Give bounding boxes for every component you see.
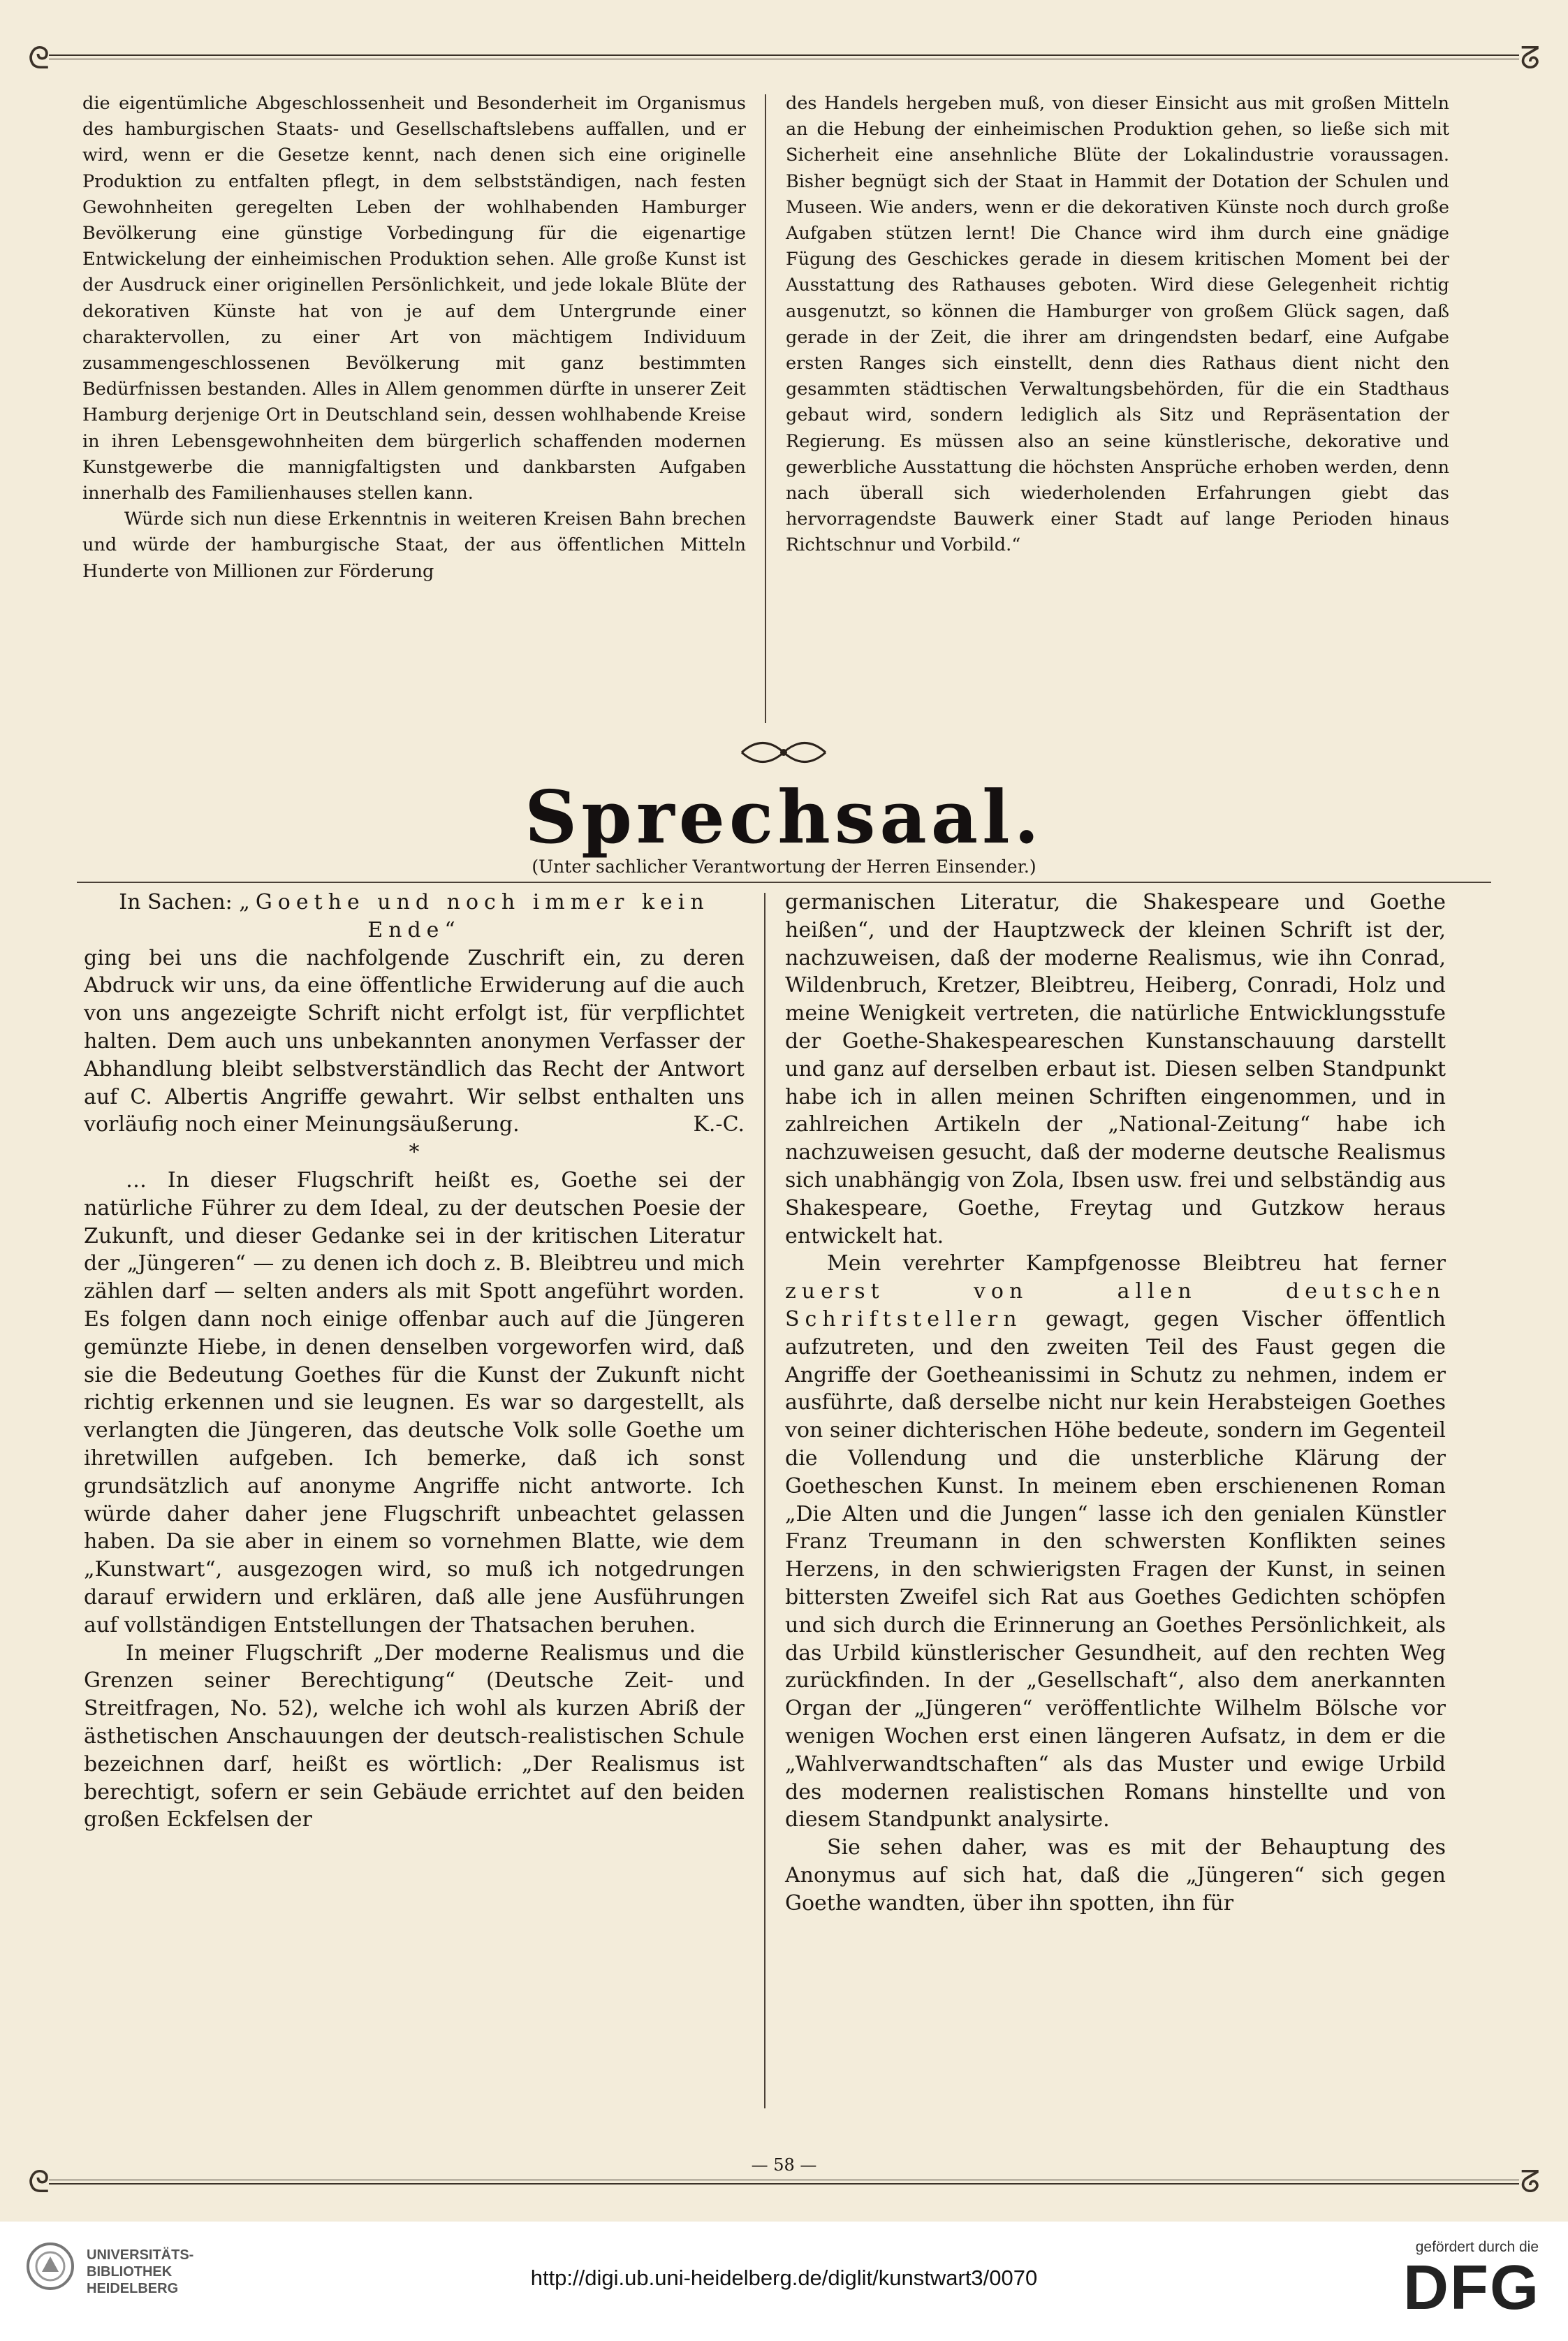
upper-left-paragraph-2: Würde sich nun diese Erkenntnis in weiteren Kreisen Bahn brechen und würde der hamburgische Staat, der aus öffentlichen Mitteln Hunderte von Millionen zur Förderung (82, 509, 746, 582)
section-ornament (735, 738, 833, 766)
source-url-link[interactable]: http://digi.ub.uni-heidelberg.de/diglit/kunstwart3/0070 (530, 2266, 1038, 2290)
para2-rest: gewagt, gegen Vischer öffentlich aufzutreten, und den zweiten Teil des Faust gegen die Angriffe der Goetheanissimi in Schutz zu nehmen, indem er ausführte, daß derselbe nicht nur kein Herabsteigen Goethes von seiner dichterischen Höhe bedeute, sondern im Gegenteil die Vollendung und die unsterbliche Klärung der Goetheschen Kunst. In meinem eben erschienenen Roman „Die Alten und die Jungen“ lasse ich den genialen Künstler Franz Treumann in den schwersten Konflikten seines Herzens, in den schwierigsten Fragen der Kunst, in seinen bittersten Zweifel sich Rat aus Goethes Gedichten schöpfen und sich durch die Erinnerung an Goethes Persönlichkeit, als das Urbild künstlerischer Gesundheit, auf den rechten Weg zurückfinden. In der „Gesellschaft“, also dem anerkannten Organ der „Jüngeren“ veröffentlichte Wilhelm Bölsche vor wenigen Wochen erst einen längeren Aufsatz, in dem er die „Wahlverwandtschaften“ als das Muster und ewige Urbild des modernen realistischen Romans hinstellte und von diesem Standpunkt analysirte. (785, 1306, 1446, 1832)
heading-prefix: In Sachen: (119, 890, 233, 914)
section-subtitle: (Unter sachlicher Verantwortung der Herren Einsender.) (532, 856, 1036, 877)
university-line-1: UNIVERSITÄTS- (87, 2247, 194, 2263)
lower-right-paragraph-1: germanischen Literatur, die Shakespeare und Goethe heißen“, und der Hauptzweck der kleinen Schrift ist der, nachzuweisen, daß der moderne Realismus, wie ihn Conrad, Wildenbruch, Kretzer, Bleibtreu, Heiberg, Conradi, Holz und meine Wenigkeit vertreten, die natürliche Entwicklungsstufe der Goethe-Shakespeareschen Kunstanschauung darstellt und ganz auf derselben erbaut ist. Diesen selben Standpunkt habe ich in allen meinen Schriften eingenommen, und in zahlreichen Artikeln der „National-Zeitung“ habe ich nachzuweisen gesucht, daß der moderne deutsche Realismus sich unabhängig von Zola, Ibsen usw. frei und selbständig aus Shakespeare, Goethe, Freytag und Gutzkow heraus entwickelt hat. (785, 890, 1446, 1248)
corner-ornament-bottom-left: ᘓ (28, 2164, 50, 2200)
university-line-2: BIBLIOTHEK (87, 2264, 173, 2280)
editor-signature: K.-C. (693, 1112, 745, 1137)
bottom-frame-rule (49, 2180, 1519, 2185)
funded-by-label: gefördert durch die (1415, 2239, 1539, 2255)
article-heading (84, 889, 745, 945)
corner-ornament-bottom-right: ᘔ (1520, 2164, 1540, 2200)
upper-right-paragraph-1: des Handels hergeben muß, von dieser Einsicht aus mit großen Mitteln an die Hebung der einheimischen Produktion gehen, so ließe sich mit Sicherheit eine ansehnliche Blüte der Lokalindustrie voraussagen. Bisher begnügt sich der Staat in Hammit der Dotation der Schulen und Museen. Wie anders, wenn er die dekorativen Künste noch durch große Aufgaben stützen lernt! Die Chance wird ihm durch eine gnädige Fügung des Geschickes gerade in diesem kritischen Moment bei der Ausstattung des Rathauses geboten. Wird diese Gelegenheit richtig ausgenutzt, so können die Hamburger von großem Glück sagen, daß gerade in der Zeit, die ihrer am dringendsten bedarf, eine Aufgabe ersten Ranges sich einstellt, denn dies Rathaus dient nicht den gesammten städtischen Verwaltungsbehörden, für die ein Stadthaus gebaut wird, sondern lediglich als Sitz und Repräsentation der Regierung. Es müssen also an seine künstlerische, dekorative und gewerbliche Ausstattung die höchsten Ansprüche erhoben werden, denn nach überall sich wiederholenden Erfahrungen giebt das hervorragendste Bauwerk einer Stadt auf lange Perioden hinaus Richtschnur und Vorbild.“ (786, 93, 1449, 556)
editorial-intro (84, 945, 745, 1139)
separator-star: * (409, 1140, 420, 1165)
upper-left-paragraph-1: die eigentümliche Abgeschlossenheit und Besonderheit im Organismus des hamburgischen Staats- und Gesellschaftslebens auffallen, und er wird, wenn er die Gesetze kennt, nach denen sich eine originelle Produktion zu entfalten pflegt, in dem selbstständigen, nach festen Gewohnheiten geregelten Leben der wohlhabenden Hamburger Bevölkerung eine günstige Vorbedingung für die eigenartige Entwickelung der einheimischen Produktion sehen. Alle große Kunst ist der Ausdruck einer originellen Persönlichkeit, und jede lokale Blüte der dekorativen Künste hat von je auf dem Untergrunde einer charaktervollen, zu einer Art von mächtigem Individuum zusammengeschlossenen Bevölkerung mit ganz bestimmten Bedürfnissen bestanden. Alles in Allem genommen dürfte in unserer Zeit Hamburg derjenige Ort in Deutschland sein, dessen wohlhabende Kreise in ihren Lebensgewohnheiten dem bürgerlich schaffenden modernen Kunstgewerbe die mannigfaltigsten und dankbarsten Aufgaben innerhalb des Familienhauses stellen kann. (82, 93, 746, 504)
lower-left-paragraph-1: … In dieser Flugschrift heißt es, Goethe sei der natürliche Führer zu dem Ideal, zu der deutschen Poesie der Zukunft, und dieser Gedanke sei in der kritischen Literatur der „Jüngeren“ — zu denen ich doch z. B. Bleibtreu und mich zählen darf — selten anders als mit Spott angeführt worden. Es folgen dann noch einige offenbar auch auf die Jüngeren gemünzte Hiebe, in denen denselben vorgeworfen wird, daß sie die Bedeutung Goethes für die Kunst der Zukunft nicht richtig erkennen und sie leugnen. Es war so dargestellt, als verlangten die Jüngeren, das deutsche Volk solle Goethe um ihretwillen aufgeben. Ich bemerke, daß ich sonst grundsätzlich auf anonyme Angriffe nicht antworte. Ich würde daher daher jene Flugschrift unbeachtet gelassen haben. Da sie aber in einem so vornehmen Blatte, wie dem „Kunstwart“, ausgezogen wird, so muß ich notgedrungen darauf erwidern und erklären, daß alle jene Ausführungen auf vollständigen Entstellungen der Thatsachen beruhen. (84, 1167, 745, 1638)
upper-right-column (786, 91, 1449, 559)
corner-ornament-top-right: ᘔ (1520, 41, 1540, 76)
top-frame-rule (49, 54, 1519, 59)
lower-right-paragraph-2 (785, 1250, 1446, 1834)
lower-left-paragraph-2: In meiner Flugschrift „Der moderne Realismus und die Grenzen seiner Berechtigung“ (Deutsche Zeit- und Streitfragen, No. 52), welche ich wohl als kurzen Abriß der ästhetischen Anschauungen der deutsch-realistischen Schule bezeichnen darf, heißt es wörtlich: „Der Realismus ist berechtigt, sofern er sein Gebäude errichtet auf den beiden großen Eckfelsen der (84, 1640, 745, 1832)
dfg-logo: DFG (1403, 2253, 1540, 2323)
lower-left-column (84, 889, 745, 1834)
upper-left-column (82, 91, 746, 585)
para2-emphasis: zuerst von allen deutschen Schriftstellern (785, 1279, 1446, 1332)
lower-right-column (785, 889, 1446, 1917)
intro-text: ging bei uns die nachfolgende Zuschrift ein, zu deren Abdruck wir uns, da eine öffentliche Erwiderung auf die auch von uns angezeigte Schrift nicht erfolgt ist, für verpflichtet halten. Dem auch uns unbekannten anonymen Verfasser der Abhandlung bleibt selbstverständlich das Recht der Antwort auf C. Albertis Angriffe gewahrt. Wir selbst enthalten uns vorläufig noch einer Meinungsäußerung. (84, 945, 745, 1137)
upper-column-divider (765, 94, 766, 723)
lower-right-paragraph-3: Sie sehen daher, was es mit der Behauptung des Anonymus auf sich hat, daß die „Jüngeren“ sich gegen Goethe wandten, über ihn spotten, ihn für (785, 1835, 1446, 1916)
section-rule (77, 882, 1491, 883)
corner-ornament-top-left: ᘓ (28, 41, 50, 76)
para2-start: Mein verehrter Kampfgenosse Bleibtreu hat ferner (827, 1251, 1446, 1276)
university-line-3: HEIDELBERG (87, 2281, 179, 2296)
section-title: Sprechsaal. (525, 774, 1043, 860)
page-number: — 58 — (751, 2155, 817, 2175)
heading-title: „Goethe und noch immer kein Ende“ (239, 890, 710, 942)
lower-column-divider (764, 893, 765, 2108)
